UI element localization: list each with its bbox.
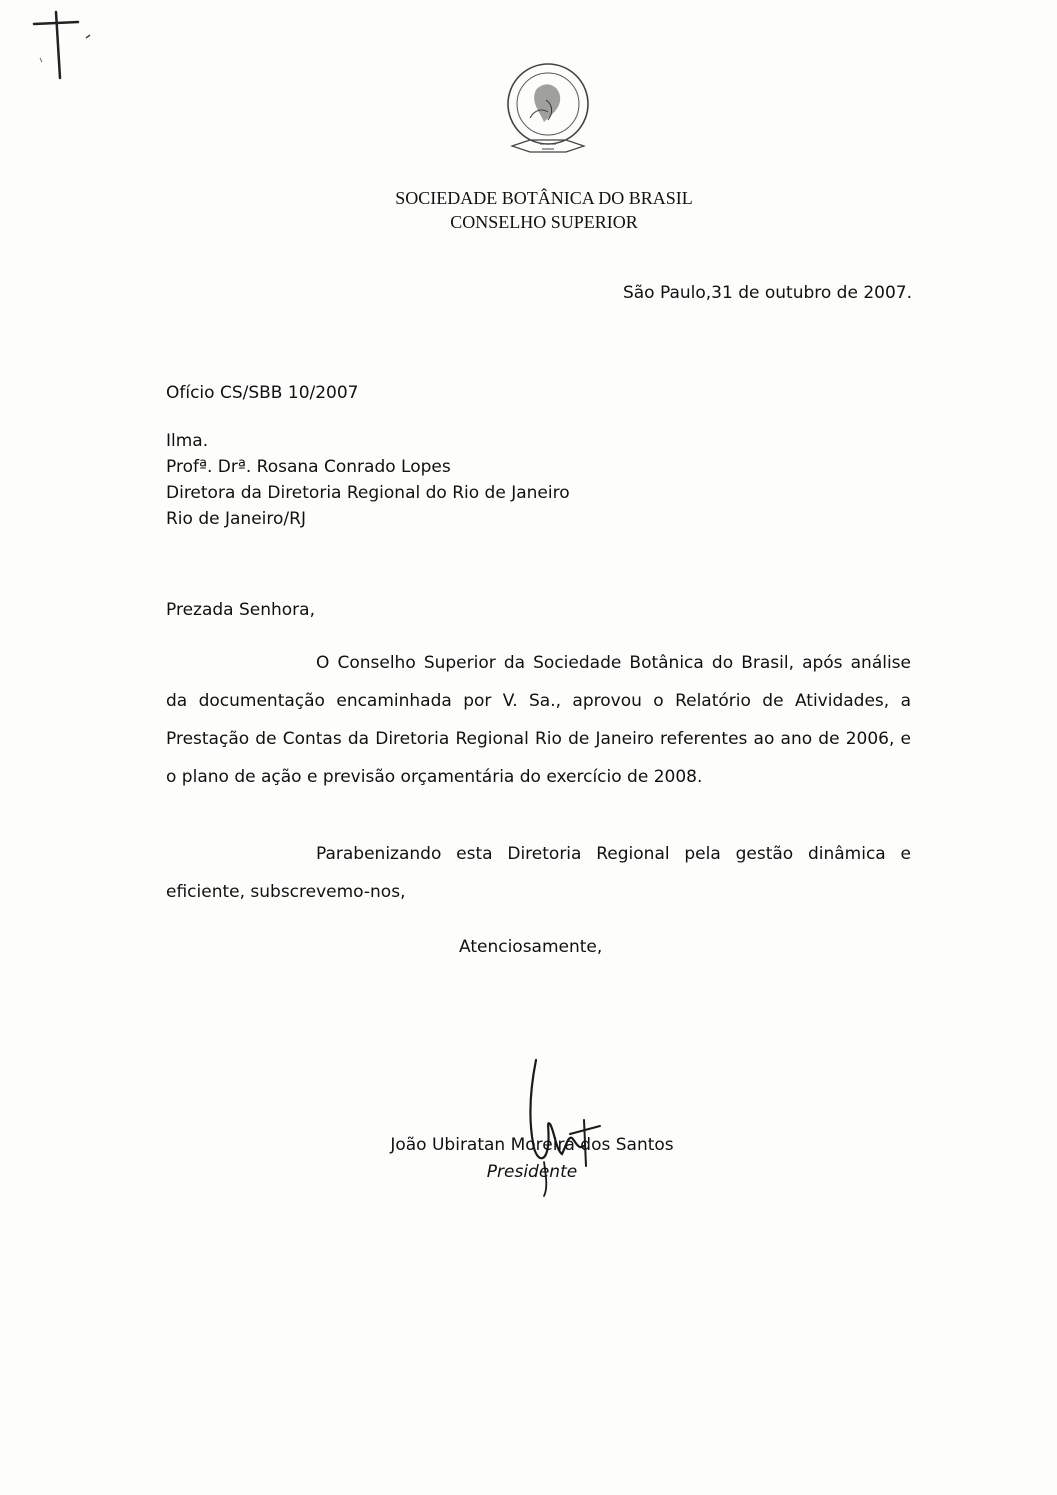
letter-date: São Paulo,31 de outubro de 2007. xyxy=(622,283,912,303)
signer-name: João Ubiratan Moreira dos Santos xyxy=(390,1135,674,1155)
handwritten-mark-icon xyxy=(20,8,100,88)
body-paragraph-1: O Conselho Superior da Sociedade Botânica do Brasil, após análise da documentação encaminhada por V. Sa., aprovou o Relatório de Atividades, a Prestação de Contas da Diretoria Regional Rio de Janeiro referentes ao ano de 2006, e o plano de ação e previsão orçamentária do exercício de 2008. xyxy=(166,653,911,787)
recipient-name: Profª. Drª. Rosana Conrado Lopes xyxy=(166,457,451,477)
organization-name: SOCIEDADE BOTÂNICA DO BRASIL xyxy=(395,188,693,208)
recipient-position: Diretora da Diretoria Regional do Rio de Janeiro xyxy=(166,483,570,503)
closing: Atenciosamente, xyxy=(459,937,603,957)
recipient-block xyxy=(166,428,570,532)
society-seal-icon xyxy=(500,60,596,170)
body-paragraph-2: Parabenizando esta Diretoria Regional pela gestão dinâmica e eficiente, subscrevemo-nos, xyxy=(166,844,911,902)
salutation: Prezada Senhora, xyxy=(166,600,315,620)
recipient-honorific: Ilma. xyxy=(166,431,209,451)
signer-title: Presidente xyxy=(486,1162,578,1182)
letterhead xyxy=(300,186,788,234)
council-name: CONSELHO SUPERIOR xyxy=(450,212,638,232)
letter-reference: Ofício CS/SBB 10/2007 xyxy=(166,383,359,403)
recipient-location: Rio de Janeiro/RJ xyxy=(166,509,306,529)
